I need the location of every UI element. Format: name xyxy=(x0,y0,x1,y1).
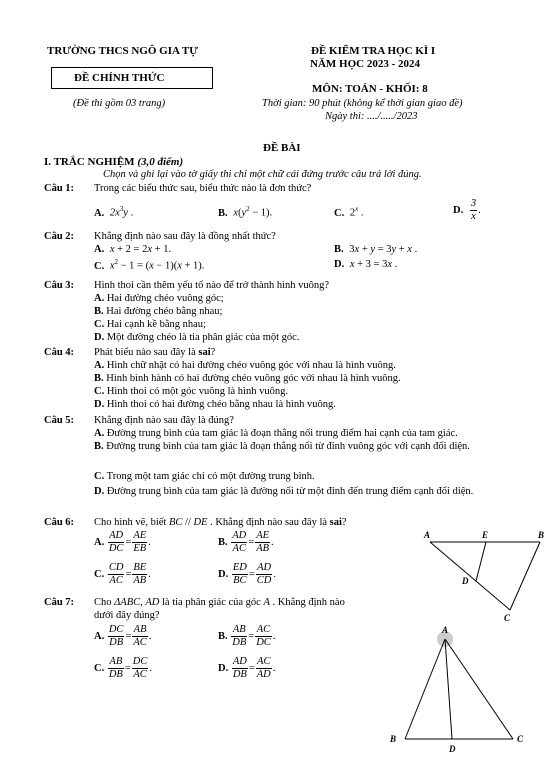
q6-option-b: B. $\frac{AD}{AC}$ = $\frac{AE}{AB}$ . xyxy=(218,530,274,555)
q7-option-a: A. $\frac{DC}{DB}$ = $\frac{AB}{AC}$ . xyxy=(94,624,152,649)
official-label: ĐỀ CHÍNH THỨC xyxy=(74,72,165,84)
pages-note: (Đề thi gồm 03 trang) xyxy=(73,98,166,109)
subject: MÔN: TOÁN - KHỐI: 8 xyxy=(312,83,428,95)
exam-time: Thời gian: 90 phút (không kể thời gian giao đề) xyxy=(262,98,463,109)
q7-option-d: D. $\frac{AD}{DB}$ = $\frac{AC}{AD}$ . xyxy=(218,656,276,681)
q5-option-c: C. Trong một tam giác chỉ có một đường trung bình. xyxy=(94,471,315,482)
question-7-label: Câu 7: xyxy=(44,597,75,608)
q6-option-c: C. $\frac{CD}{AC}$ = $\frac{BE}{AB}$ . xyxy=(94,562,151,587)
q1-option-d: D. $\frac{3}{x}$ . xyxy=(453,198,481,223)
label-b: B xyxy=(538,530,545,540)
q5-option-a: A. Đường trung bình của tam giác là đoạn thẳng nối trung điểm hai cạnh của tam giác. xyxy=(94,428,458,439)
q3-option-b: B. Hai đường chéo bằng nhau; xyxy=(94,306,223,317)
figure-q6 xyxy=(420,528,550,628)
q3-option-d: D. Một đường chéo là tia phân giác của một góc. xyxy=(94,332,300,343)
label-e: E xyxy=(482,530,489,540)
q3-option-c: C. Hai cạnh kề bằng nhau; xyxy=(94,319,206,330)
label-c: C xyxy=(504,613,511,623)
q1-option-a: A. $2x^3y$ . xyxy=(94,205,134,219)
question-2-text: Khẳng định nào sau đây là đồng nhất thức? xyxy=(94,231,276,242)
question-1-text: Trong các biểu thức sau, biểu thức nào là đơn thức? xyxy=(94,183,312,194)
page-title: ĐỀ BÀI xyxy=(263,142,301,154)
section-heading xyxy=(44,155,183,169)
q7-option-b: B. $\frac{AB}{DB}$ = $\frac{AC}{DC}$ . xyxy=(218,624,276,649)
question-7-text: Cho ΔABC, AD là tia phân giác của góc A . Khẳng định nào xyxy=(94,597,345,608)
section-points: (3,0 điểm) xyxy=(137,156,184,168)
school-year: NĂM HỌC 2023 - 2024 xyxy=(310,58,420,70)
q2-option-b: B. 3x + y = 3y + x . xyxy=(334,244,418,255)
label-b2: B xyxy=(390,734,397,744)
question-1-label: Câu 1: xyxy=(44,183,75,194)
question-3-label: Câu 3: xyxy=(44,280,75,291)
q5-option-d: D. Đường trung bình của tam giác là đường nối từ một đỉnh đến trung điểm cạnh đối diện. xyxy=(94,486,474,497)
section-title: I. TRẮC NGHIỆM xyxy=(44,156,135,168)
q4-option-b: B. Hình bình hành có hai đường chéo vuông góc với nhau là hình vuông. xyxy=(94,373,401,384)
q3-option-a-text: Hai đường chéo vuông góc; xyxy=(106,293,224,304)
question-2-label: Câu 2: xyxy=(44,231,75,242)
label-d: D xyxy=(462,576,469,586)
q6-option-a: A. $\frac{AD}{DC}$ = $\frac{AE}{EB}$ . xyxy=(94,530,151,555)
q4-option-a: A. Hình chữ nhật có hai đường chéo vuông góc với nhau là hình vuông. xyxy=(94,360,396,371)
q2-option-a: A. x + 2 = 2x + 1. xyxy=(94,244,172,255)
q4-option-c: C. Hình thoi có một góc vuông là hình vuông. xyxy=(94,386,288,397)
q1-option-b: B. $x(y^2 - 1)$. xyxy=(218,205,273,219)
question-5-label: Câu 5: xyxy=(44,415,75,426)
label-d2: D xyxy=(449,744,456,754)
question-3-text: Hình thoi cần thêm yếu tố nào để trở thành hình vuông? xyxy=(94,280,330,291)
exam-date: Ngày thi: ..../...../2023 xyxy=(325,111,418,122)
question-4-label: Câu 4: xyxy=(44,347,75,358)
q6-option-d: D. $\frac{ED}{BC}$ = $\frac{AD}{CD}$ . xyxy=(218,562,276,587)
label-a: A xyxy=(424,530,431,540)
q2-option-d: D. x + 3 = 3x . xyxy=(334,259,398,270)
q3-option-a: A. Hai đường chéo vuông góc; xyxy=(94,293,224,304)
question-5-text: Khẳng định nào sau đây là đúng? xyxy=(94,415,234,426)
question-6-text: Cho hình vẽ, biết BC // DE . Khẳng định nào sau đây là sai? xyxy=(94,517,347,528)
exam-title: ĐỀ KIỂM TRA HỌC KÌ I xyxy=(311,45,436,57)
school-name: TRƯỜNG THCS NGÔ GIA TỰ xyxy=(47,45,198,57)
q1-option-c: C. 2$^x$ . xyxy=(334,205,364,219)
q5-option-b: B. Đường trung bình của tam giác là đoạn thẳng nối từ đỉnh vuông góc với cạnh đối diện. xyxy=(94,441,470,452)
q4-option-d: D. Hình thoi có hai đường chéo bằng nhau là hình vuông. xyxy=(94,399,336,410)
label-a2: A xyxy=(442,625,449,635)
figure-q7 xyxy=(385,624,535,759)
section-instruction: Chọn và ghi lại vào tờ giấy thi chỉ một chữ cái đứng trước câu trả lời đúng. xyxy=(103,169,422,180)
question-7-text-2: dưới đây đúng? xyxy=(94,610,160,621)
q2-option-c: C. $x^2 - 1 = (x - 1)(x + 1)$. xyxy=(94,258,205,272)
question-6-label: Câu 6: xyxy=(44,517,75,528)
question-4-text: Phát biểu nào sau đây là sai? xyxy=(94,347,216,358)
q7-option-c: C. $\frac{AB}{DB}$ = $\frac{DC}{AC}$ . xyxy=(94,656,152,681)
label-c2: C xyxy=(517,734,524,744)
